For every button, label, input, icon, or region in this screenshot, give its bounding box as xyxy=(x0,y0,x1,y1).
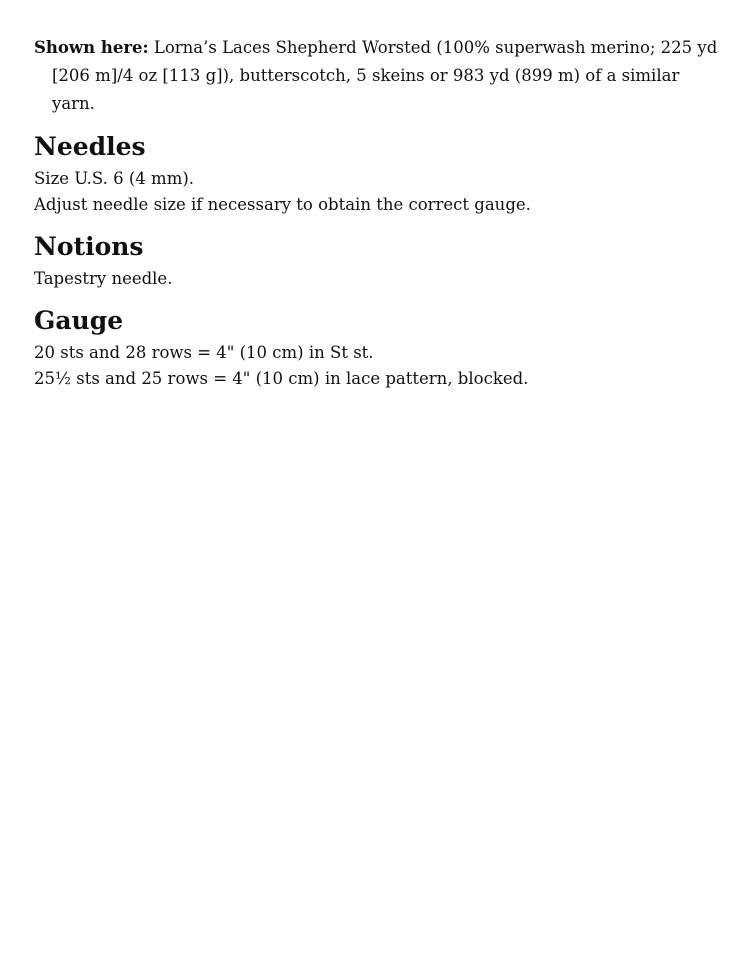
shown-here-paragraph xyxy=(34,34,724,118)
gauge-heading: Gauge xyxy=(34,306,124,335)
shown-here-text: Lorna’s Laces Shepherd Worsted (100% superwash merino; 225 yd [206 m]/4 oz [113 g]), butterscotch, 5 skeins or 983 yd (899 m) of a similar yarn. xyxy=(52,38,718,113)
gauge-stst-line: 20 sts and 28 rows = 4" (10 cm) in St st. xyxy=(34,343,374,362)
shown-here-label: Shown here: xyxy=(34,38,149,57)
notions-line: Tapestry needle. xyxy=(34,269,173,288)
needles-size-line: Size U.S. 6 (4 mm). xyxy=(34,169,195,188)
needles-section xyxy=(34,132,724,218)
document-page xyxy=(34,34,724,392)
gauge-lace-line: 25½ sts and 25 rows = 4" (10 cm) in lace pattern, blocked. xyxy=(34,369,529,388)
notions-section xyxy=(34,232,724,292)
gauge-section xyxy=(34,306,724,392)
needles-adjust-line: Adjust needle size if necessary to obtain the correct gauge. xyxy=(34,195,531,214)
needles-heading: Needles xyxy=(34,132,146,161)
notions-heading: Notions xyxy=(34,232,144,261)
